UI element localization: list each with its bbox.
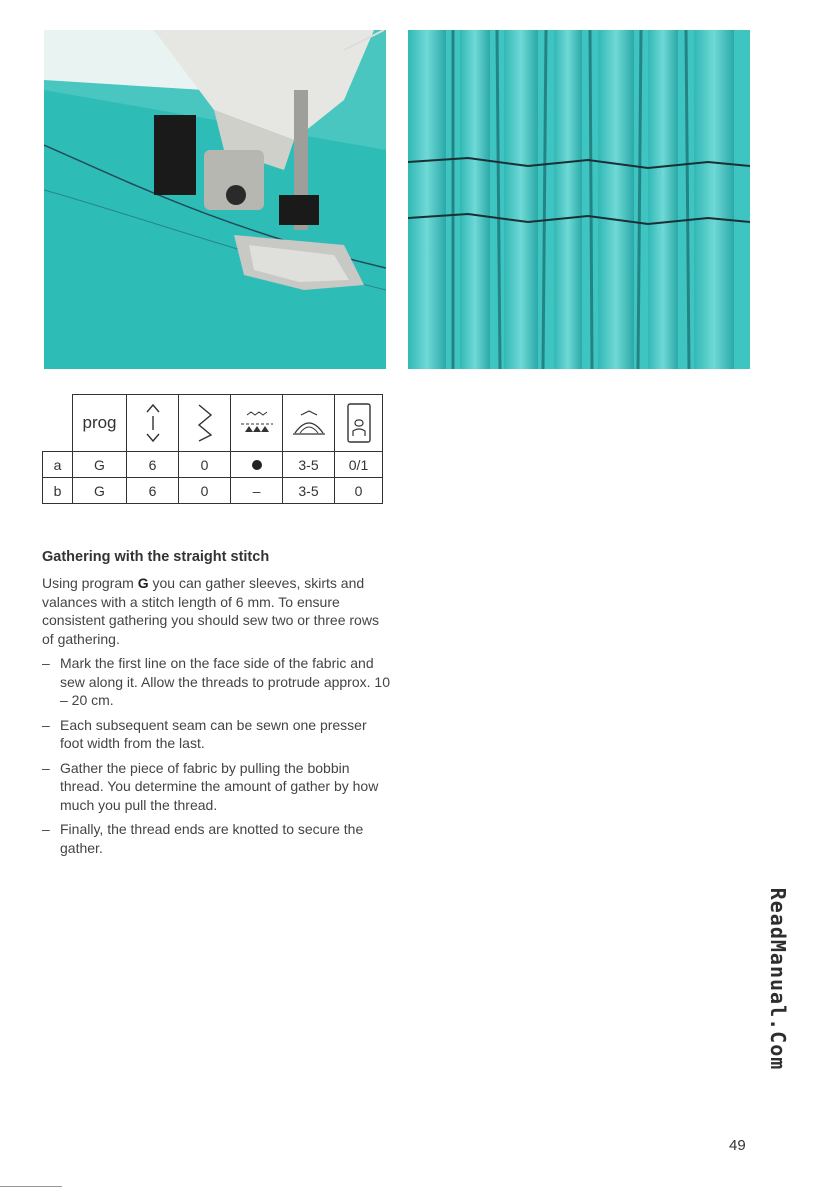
- list-item: [42, 716, 392, 753]
- feed-dog-value: –: [231, 478, 283, 504]
- stitch-length-icon: [145, 403, 161, 443]
- presser-foot-icon: [346, 402, 372, 444]
- intro-text-end: you can gather sleeves, skirts and valances with a stitch length of 6 mm. To ensure consistent gathering you should sew two or three rows of gathering.: [42, 575, 379, 647]
- tension-value: 3-5: [283, 452, 335, 478]
- feed-dog-icon: [239, 410, 275, 436]
- settings-table: [42, 394, 383, 504]
- feed-dog-value: [231, 452, 283, 478]
- table-header-row: [43, 395, 383, 452]
- thread-tension-header: [283, 395, 335, 452]
- watermark: [764, 868, 792, 1090]
- list-item: [42, 654, 392, 710]
- table-corner-cell: [43, 395, 73, 452]
- stitch-width-icon: [197, 403, 213, 443]
- section-heading: Gathering with the straight stitch: [42, 549, 270, 565]
- feed-dog-header: [231, 395, 283, 452]
- thread-tension-icon: [291, 409, 327, 437]
- step-text: Finally, the thread ends are knotted to secure the gather.: [60, 821, 364, 856]
- program-letter: G: [137, 575, 149, 591]
- steps-list: [42, 654, 392, 863]
- intro-paragraph: [42, 574, 392, 648]
- intro-text-start: Using program: [42, 575, 138, 591]
- stitch-length-header: [127, 395, 179, 452]
- list-dash: –: [42, 759, 50, 776]
- prog-header: prog: [73, 395, 127, 452]
- table-row: [43, 478, 383, 504]
- gathered-fabric-photo: [408, 30, 750, 369]
- list-dash: –: [42, 821, 50, 837]
- watermark-text: ReadManual.Com: [766, 887, 790, 1071]
- feed-dog-up-dot: [252, 460, 262, 470]
- tension-value: 3-5: [283, 478, 335, 504]
- length-value: 6: [127, 452, 179, 478]
- table-row: [43, 452, 383, 478]
- stitch-width-header: [179, 395, 231, 452]
- step-text: Each subsequent seam can be sewn one presser foot width from the last.: [60, 716, 367, 751]
- row-label: b: [43, 478, 73, 504]
- list-dash: –: [42, 716, 50, 733]
- step-text: Mark the first line on the face side of the fabric and sew along it. Allow the threads to protrude approx. 10 – 20 cm.: [60, 655, 390, 708]
- foot-value: 0: [335, 478, 383, 504]
- page-number: 49: [729, 1137, 746, 1154]
- list-dash: –: [42, 655, 50, 671]
- list-item: [42, 820, 392, 857]
- prog-value: G: [73, 452, 127, 478]
- foot-value: 0/1: [335, 452, 383, 478]
- prog-value: G: [73, 478, 127, 504]
- step-text: Gather the piece of fabric by pulling the bobbin thread. You determine the amount of gather by how much you pull the thread.: [60, 759, 379, 813]
- presser-foot-header: [335, 395, 383, 452]
- row-label: a: [43, 452, 73, 478]
- footer-divider: [0, 1186, 62, 1187]
- width-value: 0: [179, 452, 231, 478]
- length-value: 6: [127, 478, 179, 504]
- sewing-machine-photo: [44, 30, 386, 369]
- width-value: 0: [179, 478, 231, 504]
- list-item: [42, 759, 392, 815]
